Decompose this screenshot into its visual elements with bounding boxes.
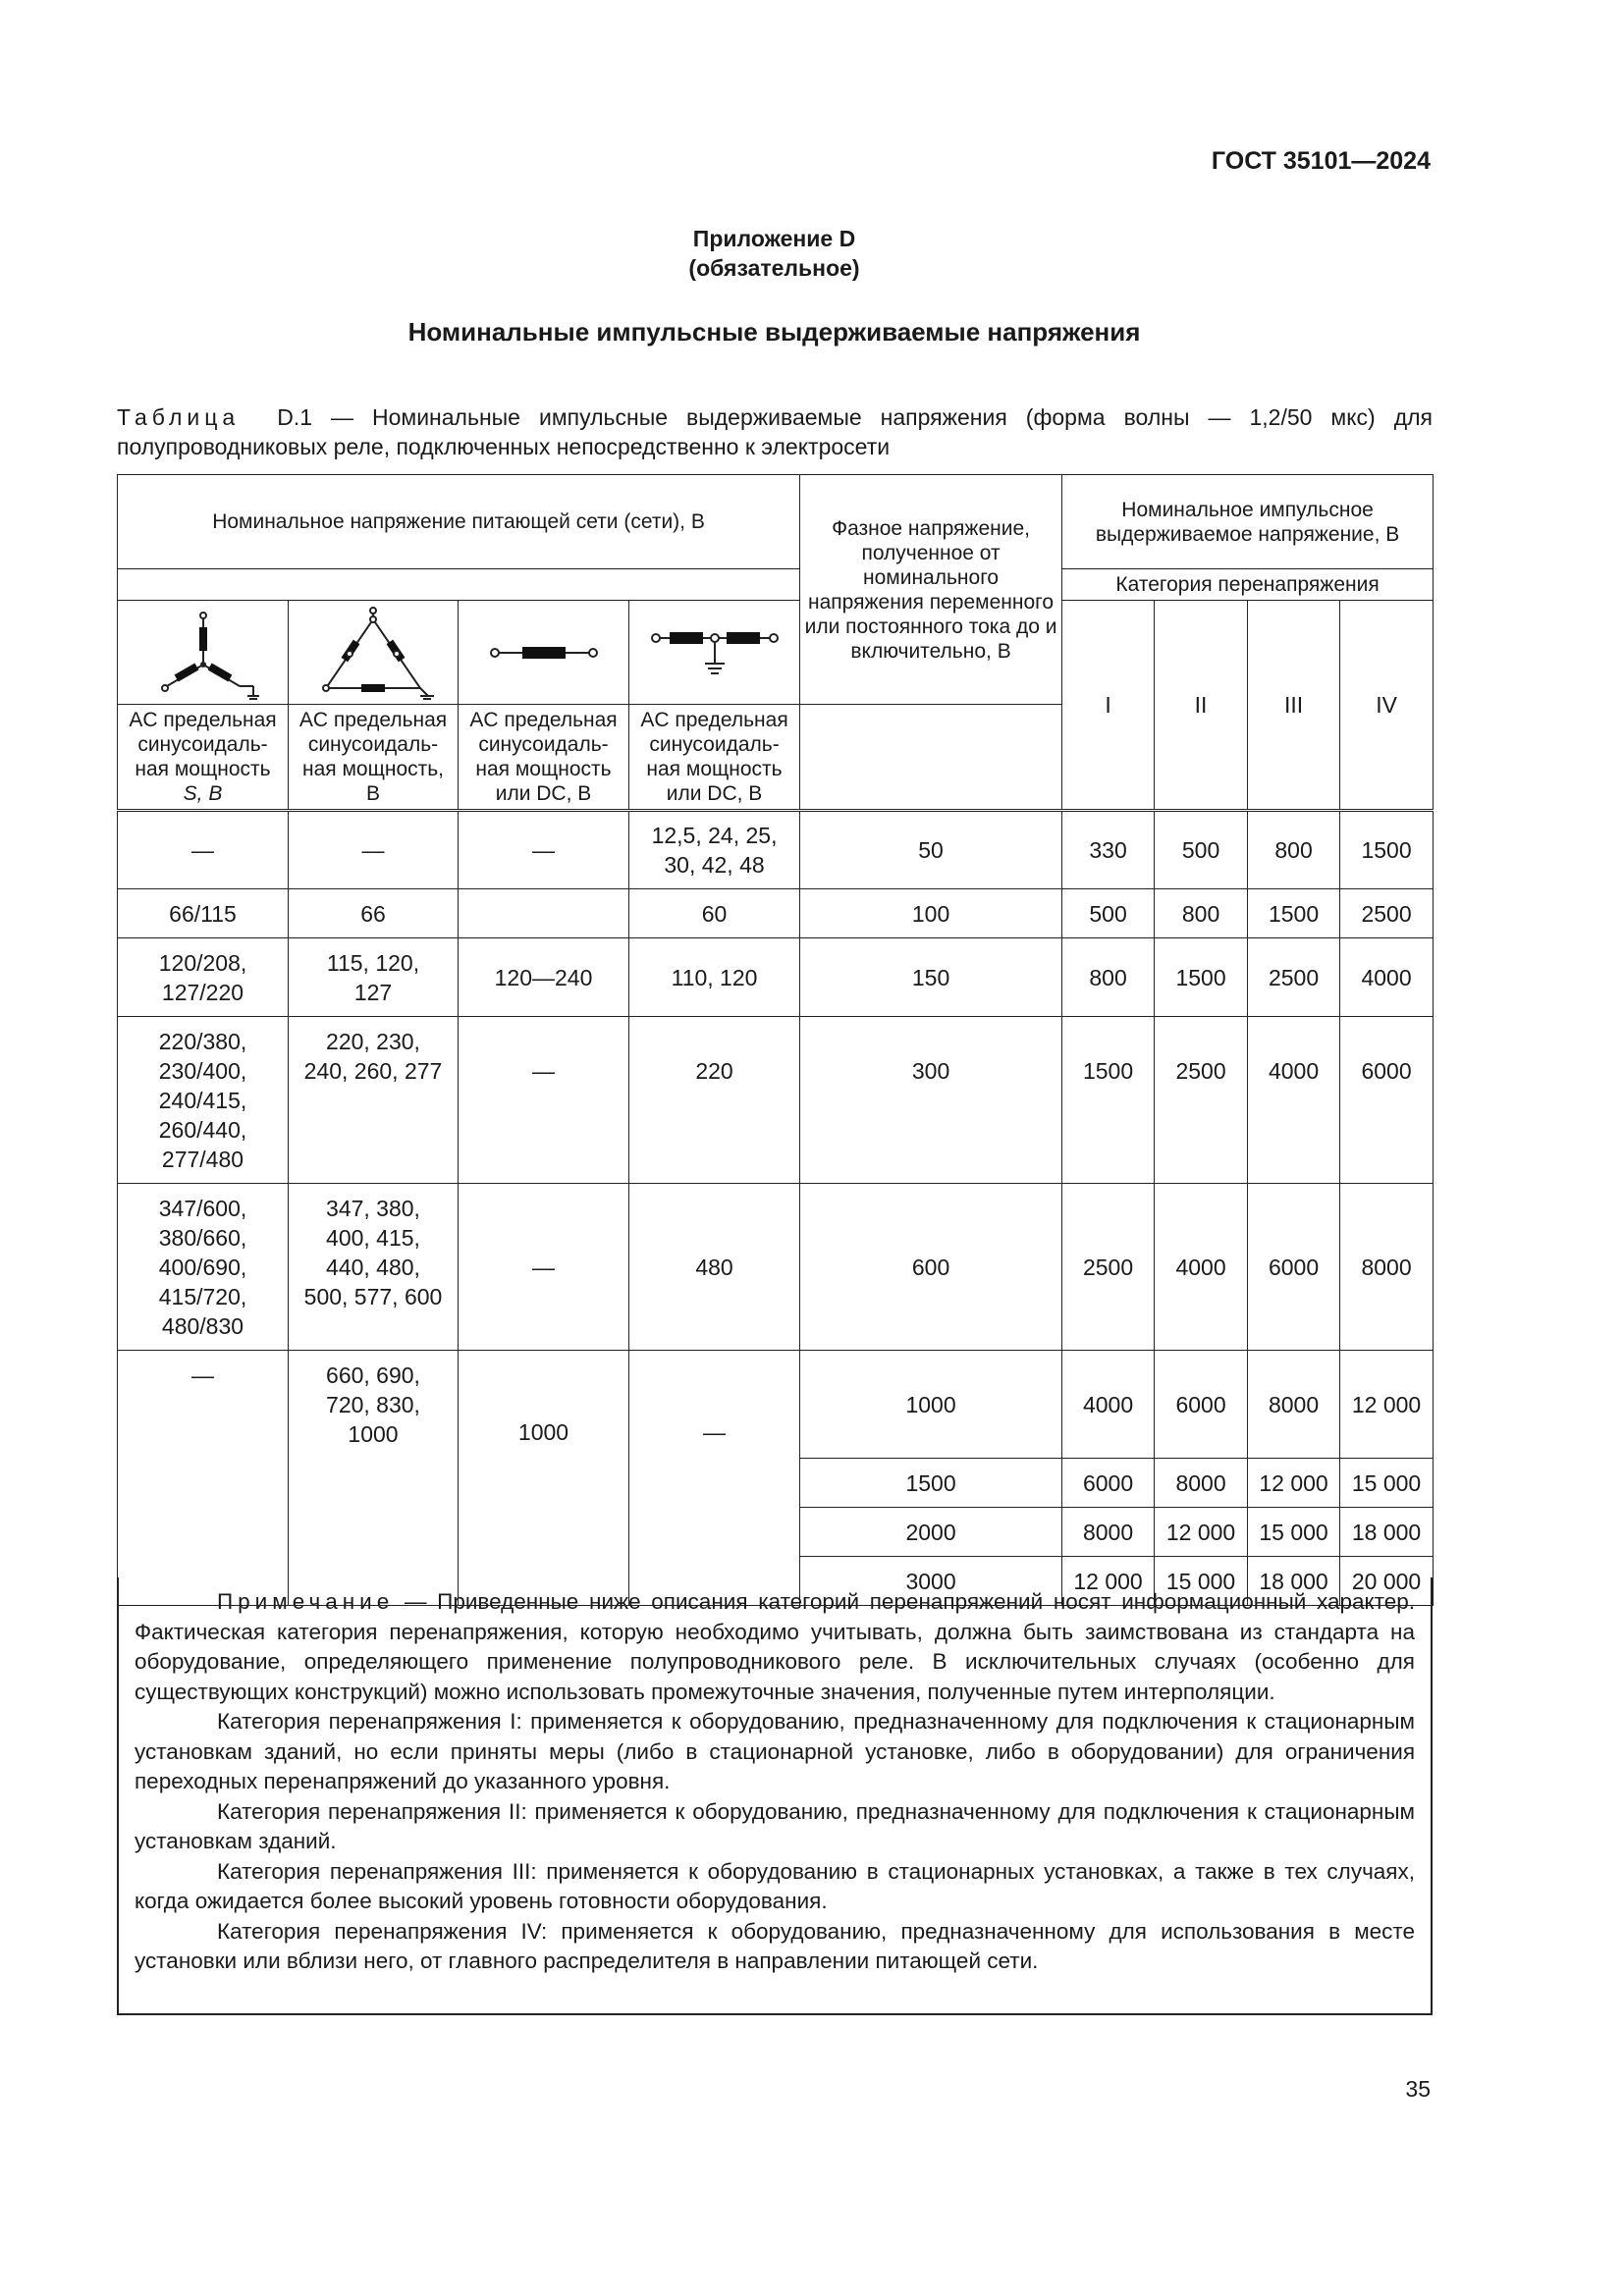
three-phase-star-icon — [139, 606, 267, 700]
cell-cat-I: 6000 — [1062, 1459, 1155, 1508]
category-II-header: II — [1155, 601, 1248, 811]
cell-line: 1000 — [348, 1421, 399, 1447]
appendix-heading — [0, 224, 1548, 283]
category-I-header: I — [1062, 601, 1155, 811]
cell-supply-single — [459, 889, 629, 938]
symbol-cell-midpoint — [629, 601, 800, 705]
cell-cat-IV: 6000 — [1340, 1017, 1434, 1184]
cell-cat-I: 330 — [1062, 811, 1155, 889]
col1-subheader-line: синусоидаль- — [137, 733, 268, 756]
cell-line: 660, 690, — [326, 1362, 420, 1388]
cell-cat-III: 4000 — [1248, 1017, 1340, 1184]
voltage-table — [117, 474, 1434, 1606]
table-row — [118, 938, 1434, 1017]
cell-supply-single: 1000 — [459, 1351, 629, 1606]
cell-line: 220/380, — [158, 1029, 247, 1054]
col1-subheader-unit: S, В — [183, 782, 223, 805]
col4-subheader-line: AC предельная — [640, 709, 788, 731]
cell-line: 127/220 — [161, 979, 244, 1005]
appendix-title: Номинальные импульсные выдерживаемые напряжения — [407, 317, 1141, 347]
cell-cat-II: 500 — [1155, 811, 1248, 889]
cell-phase-voltage: 600 — [800, 1184, 1062, 1351]
col3-subheader-line: или DC, В — [495, 782, 592, 805]
cell-cat-III: 12 000 — [1248, 1459, 1340, 1508]
cell-cat-IV: 20 000 — [1340, 1557, 1434, 1606]
col3-subheader-line: синусоидаль- — [478, 733, 609, 756]
header-overvoltage-category: Категория перенапряжения — [1062, 569, 1434, 601]
col2-subheader-line: ная мощность, — [301, 758, 445, 780]
cell-phase-voltage: 300 — [800, 1017, 1062, 1184]
cell-phase-voltage: 50 — [800, 811, 1062, 889]
symbol-cell-star — [118, 601, 289, 705]
table-row — [118, 811, 1434, 889]
table-caption-label: Таблица — [117, 404, 241, 430]
col2-subheader-line: синусоидаль- — [307, 733, 439, 756]
col3-subheader-line: AC предельная — [469, 709, 618, 731]
cell-cat-IV: 8000 — [1340, 1184, 1434, 1351]
cell-cat-I: 2500 — [1062, 1184, 1155, 1351]
cell-supply-midpoint: 480 — [629, 1184, 800, 1351]
cell-cat-I: 4000 — [1062, 1351, 1155, 1459]
cell-supply-midpoint: 110, 120 — [629, 938, 800, 1017]
cell-line: 12,5, 24, 25, — [651, 823, 778, 848]
cell-supply-delta: — — [289, 811, 459, 889]
note-paragraph: Категория перенапряжения II: применяется к оборудованию, предназначенному для подключения к стационарным установкам зданий. — [135, 1798, 1415, 1853]
cell-supply-delta — [289, 1351, 459, 1606]
cell-supply-star: 66/115 — [118, 889, 289, 938]
appendix-status: (обязательное) — [688, 255, 860, 281]
table-caption-text: D.1 — Номинальные импульсные выдерживаемые напряжения (форма волны — 1,2/50 мкс) для полупроводниковых реле, подключенных непосредственно к электросети — [117, 404, 1434, 459]
cell-cat-I: 800 — [1062, 938, 1155, 1017]
cell-phase-voltage: 150 — [800, 938, 1062, 1017]
cell-cat-IV: 15 000 — [1340, 1459, 1434, 1508]
cell-supply-midpoint: 60 — [629, 889, 800, 938]
cell-line: 400/690, — [158, 1255, 247, 1280]
cell-supply-midpoint — [629, 811, 800, 889]
cell-line: 480/830 — [161, 1313, 244, 1339]
col4-subheader-line: синусоидаль- — [649, 733, 780, 756]
cell-cat-III: 800 — [1248, 811, 1340, 889]
cell-supply-star: — — [118, 811, 289, 889]
col4-subheader-line: или DC, В — [666, 782, 763, 805]
cell-supply-single: — — [459, 1017, 629, 1184]
cell-line: 500, 577, 600 — [303, 1284, 443, 1309]
cell-phase-voltage: 3000 — [800, 1557, 1062, 1606]
cell-cat-II: 6000 — [1155, 1351, 1248, 1459]
table-row — [118, 1351, 1434, 1459]
table-row — [118, 889, 1434, 938]
cell-supply-star: — — [118, 1351, 289, 1606]
cell-cat-IV: 18 000 — [1340, 1508, 1434, 1557]
table-note — [117, 1577, 1433, 2015]
note-paragraph: Категория перенапряжения IV: применяется к оборудованию, предназначенному для использования в месте установки или вблизи него, от главного распределителя в направлении питающей сети. — [135, 1918, 1415, 1973]
cell-cat-IV: 2500 — [1340, 889, 1434, 938]
cell-line: 440, 480, — [326, 1255, 420, 1280]
cell-cat-III: 1500 — [1248, 889, 1340, 938]
document-code: ГОСТ 35101—2024 — [1211, 147, 1431, 175]
note-text: — Приведенные ниже описания категорий перенапряжений носят информационный характер. Фактическая категория перенапряжения, которую необходимо учитывать, должна быть заимствована из стандарта на оборудование, определяющего применение полупроводникового реле. В исключительных случаях (особенно для существующих конструкций) можно использовать промежуточные значения, полученные путем интерполяции. — [135, 1589, 1415, 1704]
cell-cat-I: 500 — [1062, 889, 1155, 938]
cell-line: 400, 415, — [326, 1225, 420, 1251]
cell-line: 115, 120, — [326, 949, 420, 976]
header-impulse-voltage: Номинальное импульсное выдерживаемое напряжение, В — [1062, 475, 1434, 569]
cell-line: 240/415, — [158, 1088, 247, 1113]
header-supply-voltage: Номинальное напряжение питающей сети (сети), В — [118, 475, 800, 569]
cell-cat-III: 2500 — [1248, 938, 1340, 1017]
cell-supply-delta — [289, 1184, 459, 1351]
header-spacer — [118, 569, 800, 601]
header-phase-voltage: Фазное напряжение, полученное от номинального напряжения переменного или постоянного тока до и включительно, В — [800, 475, 1062, 705]
col2-subheader-line: В — [365, 782, 380, 805]
table-caption — [117, 402, 1433, 461]
page-number: 35 — [1405, 2076, 1431, 2102]
cell-supply-star — [118, 1184, 289, 1351]
cell-cat-III: 8000 — [1248, 1351, 1340, 1459]
cell-cat-II: 15 000 — [1155, 1557, 1248, 1606]
cell-phase-voltage: 2000 — [800, 1508, 1062, 1557]
cell-supply-delta — [289, 1017, 459, 1184]
cell-phase-voltage: 100 — [800, 889, 1062, 938]
note-paragraph: Категория перенапряжения III: применяется к оборудованию в стационарных установках, а также в тех случаях, когда ожидается более высокий уровень готовности оборудования. — [135, 1858, 1415, 1913]
cell-cat-I: 12 000 — [1062, 1557, 1155, 1606]
table-row — [118, 1184, 1434, 1351]
cell-cat-II: 800 — [1155, 889, 1248, 938]
cell-cat-III: 18 000 — [1248, 1557, 1340, 1606]
cell-line: 220, 230, — [326, 1029, 420, 1054]
cell-cat-II: 4000 — [1155, 1184, 1248, 1351]
cell-cat-III: 15 000 — [1248, 1508, 1340, 1557]
cell-supply-delta: 66 — [289, 889, 459, 938]
cell-supply-single: — — [459, 811, 629, 889]
cell-supply-single: 120—240 — [459, 938, 629, 1017]
cell-line: 277/480 — [161, 1147, 244, 1172]
category-III-header: III — [1248, 601, 1340, 811]
cell-supply-single: — — [459, 1184, 629, 1351]
cell-line: 347/600, — [158, 1196, 247, 1221]
cell-cat-II: 12 000 — [1155, 1508, 1248, 1557]
col2-subheader — [289, 705, 459, 811]
note-label: Примечание — [217, 1589, 395, 1614]
single-phase-midpoint-grounded-icon — [646, 620, 784, 685]
cell-line: 415/720, — [158, 1284, 247, 1309]
cell-line: 380/660, — [158, 1225, 247, 1251]
appendix-label: Приложение D — [692, 226, 856, 251]
cell-cat-II: 2500 — [1155, 1017, 1248, 1184]
three-phase-delta-icon — [304, 606, 442, 700]
col4-subheader — [629, 705, 800, 811]
cell-supply-star — [118, 938, 289, 1017]
cell-line: 240, 260, 277 — [303, 1058, 443, 1084]
col3-subheader — [459, 705, 629, 811]
cell-cat-I: 1500 — [1062, 1017, 1155, 1184]
cell-line: 260/440, — [158, 1117, 247, 1143]
col3-subheader-line: ная мощность — [475, 758, 612, 780]
cell-cat-IV: 4000 — [1340, 938, 1434, 1017]
cell-cat-IV: 12 000 — [1340, 1351, 1434, 1459]
cell-cat-II: 8000 — [1155, 1459, 1248, 1508]
col1-subheader — [118, 705, 289, 811]
col1-subheader-line: AC предельная — [129, 709, 277, 731]
col2-subheader-line: AC предельная — [298, 709, 448, 731]
cell-cat-I: 8000 — [1062, 1508, 1155, 1557]
cell-supply-midpoint: — — [629, 1351, 800, 1606]
cell-supply-star — [118, 1017, 289, 1184]
cell-line: 230/400, — [158, 1058, 247, 1084]
col1-subheader-line — [122, 781, 284, 806]
cell-line: 347, 380, — [326, 1196, 420, 1221]
table-row — [118, 1017, 1434, 1184]
cell-line: 120/208, — [158, 949, 247, 976]
cell-supply-delta — [289, 938, 459, 1017]
symbol-cell-single-phase — [459, 601, 629, 705]
cell-phase-voltage: 1500 — [800, 1459, 1062, 1508]
cell-line: 720, 830, — [326, 1392, 420, 1417]
cell-cat-IV: 1500 — [1340, 811, 1434, 889]
note-paragraph — [135, 1587, 1415, 1707]
cell-supply-midpoint: 220 — [629, 1017, 800, 1184]
symbol-cell-delta — [289, 601, 459, 705]
col4-subheader-line: ная мощность — [646, 758, 783, 780]
note-paragraph: Категория перенапряжения I: применяется к оборудованию, предназначенному для подключения к стационарным установкам зданий, но если приняты меры (либо в стационарной установке, либо в оборудовании) для ограничения переходных перенапряжений до указанного уровня. — [135, 1709, 1415, 1793]
cell-cat-III: 6000 — [1248, 1184, 1340, 1351]
cell-cat-II: 1500 — [1155, 938, 1248, 1017]
cell-line: 30, 42, 48 — [664, 852, 765, 878]
category-IV-header: IV — [1340, 601, 1434, 811]
cell-phase-voltage: 1000 — [800, 1351, 1062, 1459]
col1-subheader-line: ная мощность — [135, 758, 271, 780]
single-phase-icon — [485, 633, 603, 672]
cell-line: 127 — [353, 979, 393, 1005]
